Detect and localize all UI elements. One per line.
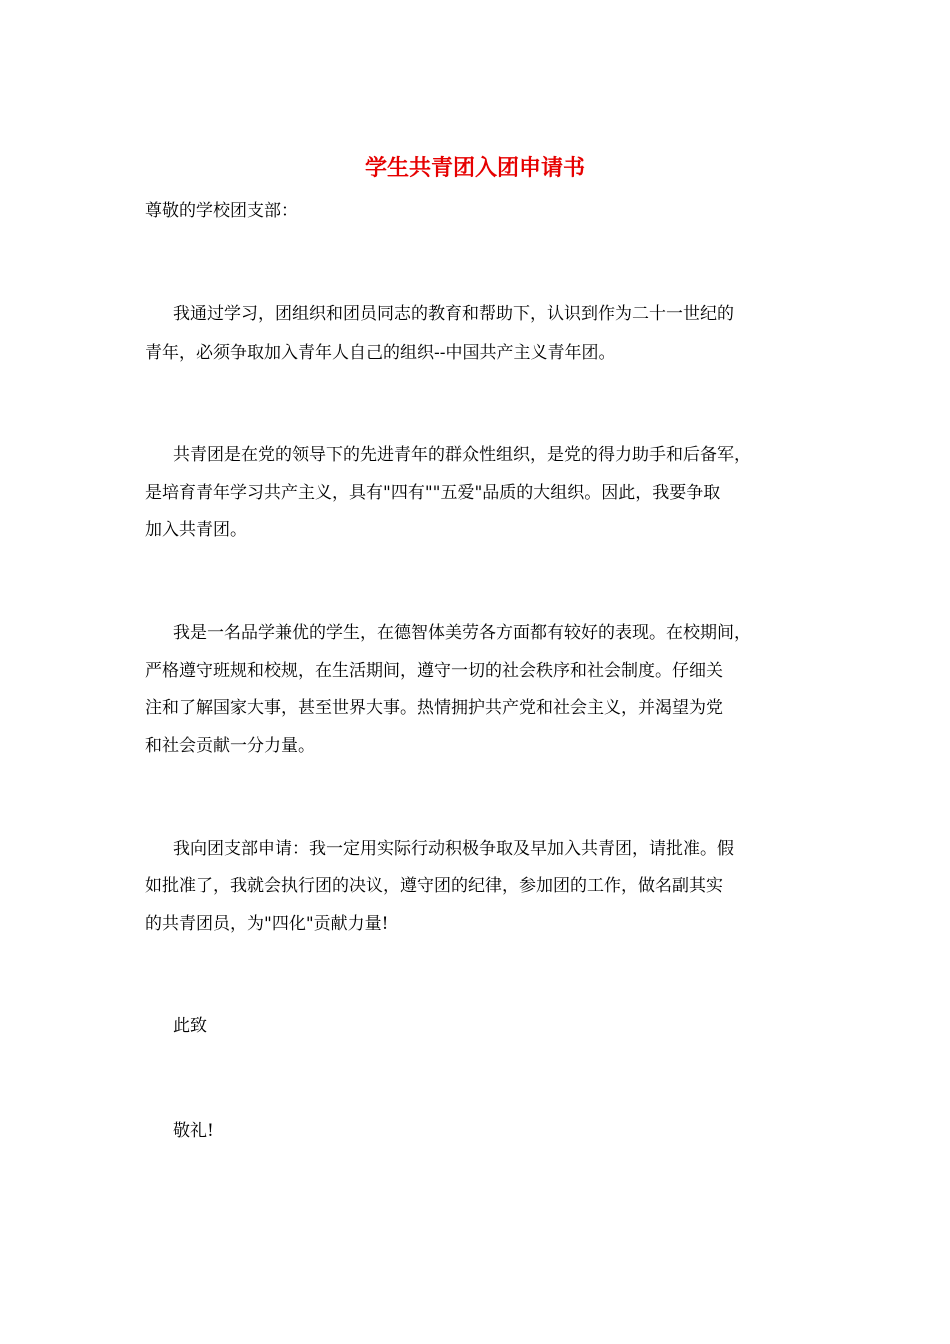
paragraph-line: 我通过学习，团组织和团员同志的教育和帮助下，认识到作为二十一世纪的 xyxy=(173,304,734,324)
paragraph-line: 我是一名品学兼优的学生，在德智体美劳各方面都有较好的表现。在校期间， xyxy=(173,623,751,643)
paragraph-line: 加入共青团。 xyxy=(145,520,247,540)
paragraph-line: 共青团是在党的领导下的先进青年的群众性组织，是党的得力助手和后备军， xyxy=(173,445,751,465)
paragraph-line: 的共青团员，为"四化"贡献力量! xyxy=(145,914,389,934)
paragraph-line: 和社会贡献一分力量。 xyxy=(145,736,315,756)
paragraph-line: 青年，必须争取加入青年人自己的组织--中国共产主义青年团。 xyxy=(145,343,616,363)
paragraph-line: 是培育青年学习共产主义，具有"四有""五爱"品质的大组织。因此，我要争取 xyxy=(145,483,721,503)
paragraph-line: 我向团支部申请：我一定用实际行动积极争取及早加入共青团，请批准。假 xyxy=(173,839,734,859)
closing-zhizhi: 此致 xyxy=(173,1016,207,1036)
salutation: 尊敬的学校团支部： xyxy=(145,201,298,221)
paragraph-line: 注和了解国家大事，甚至世界大事。热情拥护共产党和社会主义，并渴望为党 xyxy=(145,698,723,718)
paragraph-line: 如批准了，我就会执行团的决议，遵守团的纪律，参加团的工作，做名副其实 xyxy=(145,876,723,896)
document-title: 学生共青团入团申请书 xyxy=(364,156,585,181)
closing-jingli: 敬礼! xyxy=(173,1121,214,1141)
paragraph-line: 严格遵守班规和校规，在生活期间，遵守一切的社会秩序和社会制度。仔细关 xyxy=(145,661,723,681)
